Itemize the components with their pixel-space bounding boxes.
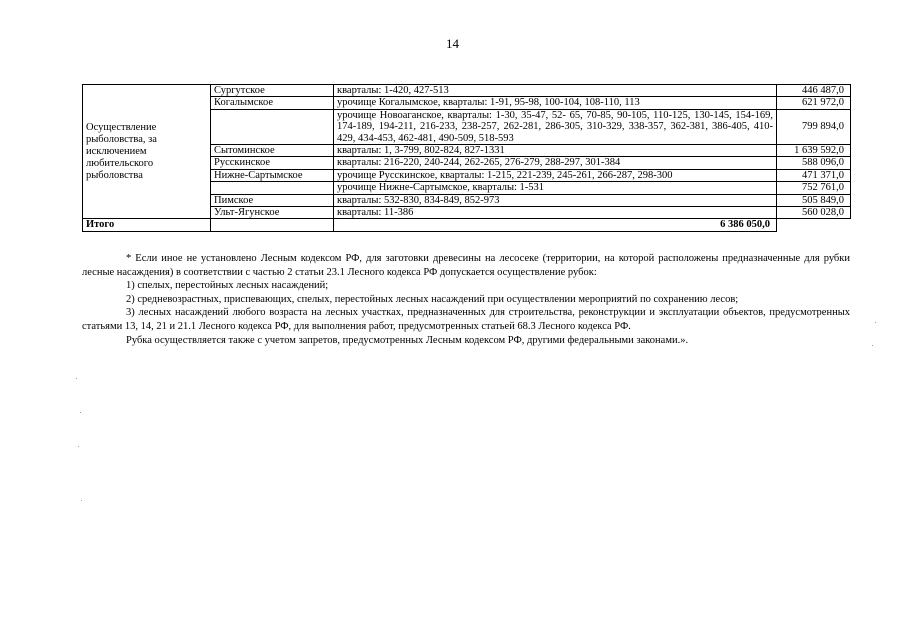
forestry-cell: Сургутское (211, 85, 334, 97)
total-area-cell: 6 386 050,0 (334, 219, 777, 231)
quarters-cell: кварталы: 1-420, 427-513 (334, 85, 777, 97)
quarters-cell: кварталы: 216-220, 240-244, 262-265, 276-279, 288-297, 301-384 (334, 157, 777, 169)
notes-section (82, 252, 850, 347)
forestry-cell (211, 109, 334, 144)
list-item: 2) средневозрастных, приспевающих, спелых, перестойных лесных насаждений при осуществлении мероприятий по сохранению лесов; (126, 293, 739, 305)
area-cell: 471 371,0 (777, 169, 851, 181)
forestry-cell: Пимское (211, 194, 334, 206)
total-empty-cell (211, 219, 334, 231)
quarters-cell: урочище Русскинское, кварталы: 1-215, 221-239, 245-261, 266-287, 298-300 (334, 169, 777, 181)
page-number: 14 (446, 36, 459, 51)
area-cell: 752 761,0 (777, 182, 851, 194)
area-cell: 799 894,0 (777, 109, 851, 144)
forestry-cell: Когалымское (211, 97, 334, 109)
area-cell: 505 849,0 (777, 194, 851, 206)
forestry-cell (211, 182, 334, 194)
total-label-cell: Итого (83, 219, 211, 231)
footnote-paragraph: * Если иное не установлено Лесным кодексом РФ, для заготовки древесины на лесосеке (территории, на которой расположены предназначенные для рубки лесные насаждения) в соответствии с частью 2 статьи 23.1 Лесного кодекса РФ допускается осуществление рубок: (82, 253, 850, 278)
forestry-cell: Ульт-Ягунское (211, 207, 334, 219)
area-cell: 621 972,0 (777, 97, 851, 109)
scan-speck (875, 322, 876, 323)
quarters-cell: кварталы: 532-830, 834-849, 852-973 (334, 194, 777, 206)
quarters-cell: кварталы: 1, 3-799, 802-824, 827-1331 (334, 145, 777, 157)
area-cell: 588 096,0 (777, 157, 851, 169)
scan-speck (76, 378, 77, 379)
area-cell: 560 028,0 (777, 207, 851, 219)
forest-quarters-table (82, 84, 851, 232)
quarters-cell: урочище Новоаганское, кварталы: 1-30, 35-47, 52- 65, 70-85, 90-105, 110-125, 130-145, 154-169, 174-189, 194-211, 216-233, 238-257, 262-281, 286-305, 310-329, 338-357, 362-381, 386-405, 410-429, 434-453, 462-481, 490-509, 518-593 (334, 109, 777, 144)
area-cell: 1 639 592,0 (777, 145, 851, 157)
quarters-cell: урочище Когалымское, кварталы: 1-91, 95-98, 100-104, 108-110, 113 (334, 97, 777, 109)
forestry-cell: Нижне-Сартымское (211, 169, 334, 181)
table-row (83, 85, 851, 97)
activity-cell: Осуществление рыболовства, за исключением любительского рыболовства (83, 85, 211, 219)
forestry-cell: Сытоминское (211, 145, 334, 157)
scan-speck (872, 345, 873, 346)
list-item: 3) лесных насаждений любого возраста на лесных участках, предназначенных для строительства, реконструкции и эксплуатации объектов, предусмотренных статьями 13, 14, 21 и 21.1 Лесного кодекса РФ, для выполнения работ, предусмотренных статьей 68.3 Лесного кодекса РФ. (82, 307, 850, 332)
area-cell: 446 487,0 (777, 85, 851, 97)
quarters-cell: кварталы: 11-386 (334, 207, 777, 219)
total-row (83, 219, 851, 231)
scan-speck (78, 446, 79, 447)
list-item: 1) спелых, перестойных лесных насаждений; (126, 280, 329, 292)
scan-speck (81, 500, 82, 501)
quarters-cell: урочище Нижне-Сартымское, кварталы: 1-531 (334, 182, 777, 194)
scan-speck (80, 412, 81, 413)
forestry-cell: Русскинское (211, 157, 334, 169)
closing-paragraph: Рубка осуществляется также с учетом запретов, предусмотренных Лесным кодексом РФ, другими федеральными законами.». (126, 334, 689, 346)
